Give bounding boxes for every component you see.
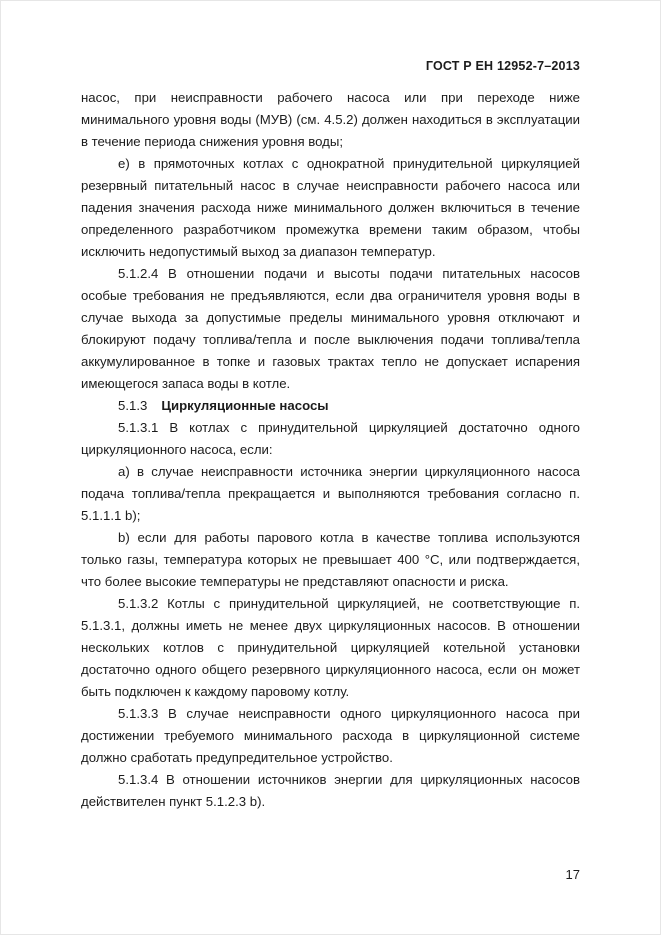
section-number: 5.1.3 xyxy=(118,398,148,413)
paragraph-5-1-3-1: 5.1.3.1 В котлах с принудительной циркуляцией достаточно одного циркуляционного насоса, если: xyxy=(81,420,580,457)
paragraph-5-1-3-3: 5.1.3.3 В случае неисправности одного циркуляционного насоса при достижении требуемого минимального расхода в циркуляционной системе должно сработать предупредительное устройство. xyxy=(81,706,580,765)
paragraph-5-1-2-4: 5.1.2.4 В отношении подачи и высоты подачи питательных насосов особые требования не предъявляются, если два ограничителя уровня воды в случае выхода за допустимые пределы минимального уровня отключают и блокируют подачу топлива/тепла и после выключения подачи топлива/тепла аккумулированное в топке и газовых трактах тепло не допускает испарения имеющегося запаса воды в котле. xyxy=(81,266,580,391)
paragraph-item-a: а) в случае неисправности источника энергии циркуляционного насоса подача топлива/тепла прекращается и выполняются требования согласно п. 5.1.1.1 b); xyxy=(81,464,580,523)
page-number: 17 xyxy=(565,867,580,882)
section-title: Циркуляционные насосы xyxy=(161,398,329,413)
section-heading-5-1-3 xyxy=(81,395,580,417)
paragraph-5-1-3-4: 5.1.3.4 В отношении источников энергии для циркуляционных насосов действителен пункт 5.1.2.3 b). xyxy=(81,772,580,809)
paragraph-item-b: b) если для работы парового котла в качестве топлива используются только газы, температура которых не превышает 400 °С, или подтверждается, что более высокие температуры не представляют опасности и риска. xyxy=(81,530,580,589)
paragraph-item-e: е) в прямоточных котлах с однократной принудительной циркуляцией резервный питательный насос в случае неисправности рабочего насоса или падения значения расхода ниже минимального должен включиться в течение определенного разработчиком промежутка времени таким образом, чтобы исключить недопустимый выход за диапазон температур. xyxy=(81,156,580,259)
paragraph-continuation: насос, при неисправности рабочего насоса или при переходе ниже минимального уровня воды (МУВ) (см. 4.5.2) должен находиться в эксплуатации в течение периода снижения уровня воды; xyxy=(81,90,580,149)
document-code-header: ГОСТ Р ЕН 12952-7–2013 xyxy=(425,59,580,73)
paragraph-5-1-3-2: 5.1.3.2 Котлы с принудительной циркуляцией, не соответствующие п. 5.1.3.1, должны иметь не менее двух циркуляционных насосов. В отношении нескольких котлов с принудительной циркуляцией котельной установки достаточно одного общего резервного циркуляционного насоса, если он может быть подключен к каждому паровому котлу. xyxy=(81,596,580,699)
document-body xyxy=(81,87,580,813)
